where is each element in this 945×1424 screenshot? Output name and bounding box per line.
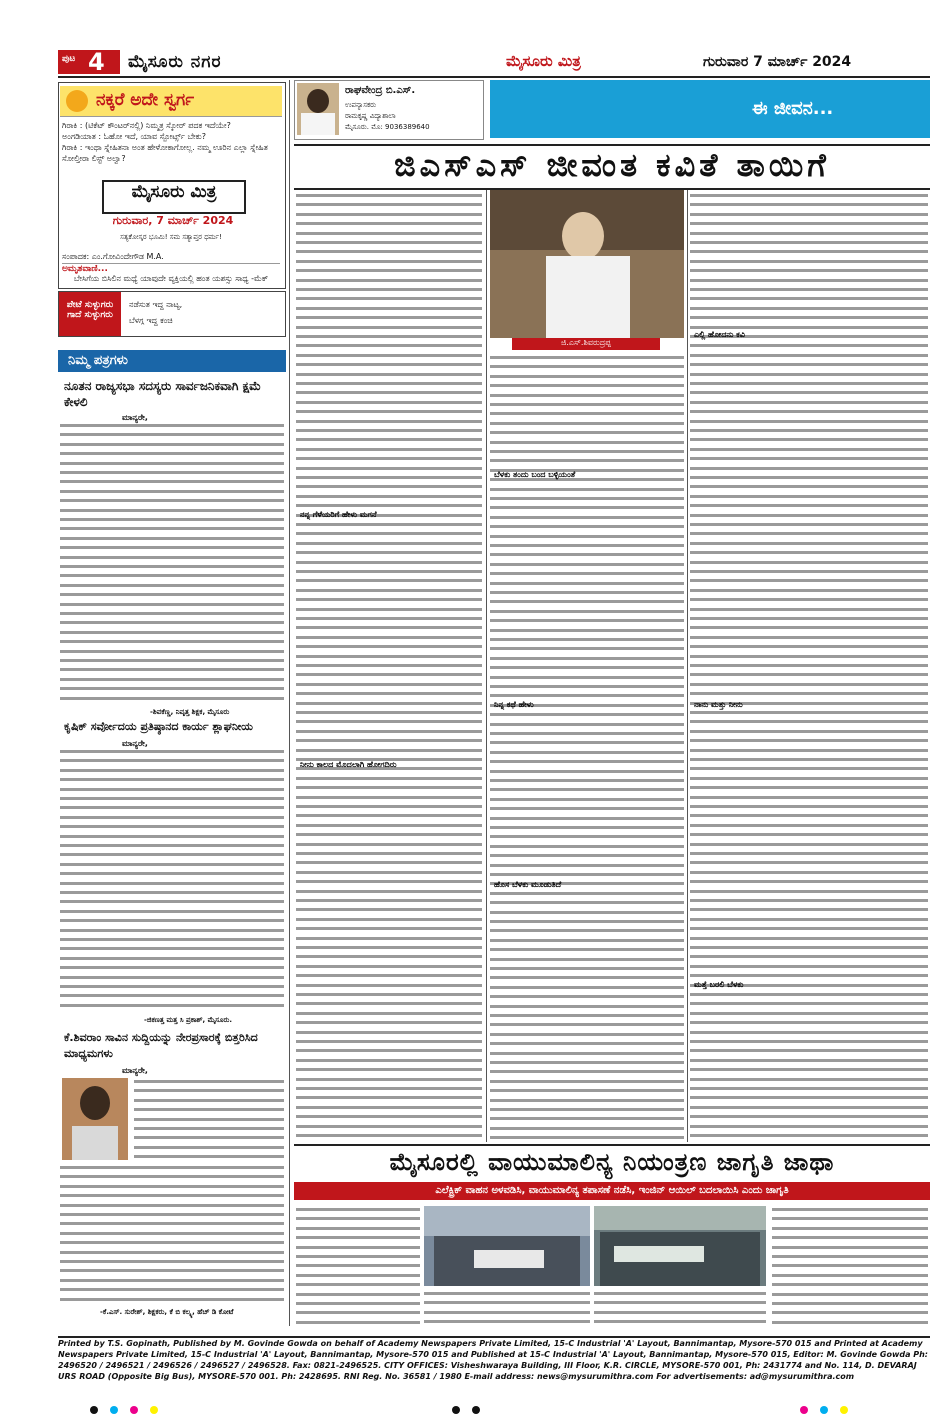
letter-body — [134, 1078, 284, 1162]
issue-date: ಗುರುವಾರ 7 ಮಾರ್ಚ್ 2024 — [703, 54, 852, 70]
section-title: ಮೈಸೂರು ನಗರ — [128, 52, 222, 72]
masthead-date: ಗುರುವಾರ, 7 ಮಾರ್ಚ್ 2024 — [112, 214, 234, 227]
rally-photo — [594, 1206, 766, 1286]
letter-signature: -ಕೆ.ಎಸ್. ಸುರೇಶ್, ಶಿಕ್ಷಕರು, ಕೆ ಬಿ ಕಲ್ಕ್ಯ, ಹೆಚ್ ಡಿ ಕೋಟೆ — [100, 1308, 234, 1316]
column-divider — [289, 80, 290, 1326]
page-label: ಪುಟ — [62, 54, 76, 64]
article-subhead: ಬೆಳಕು ತಂದು ಬಂದ ಬಳ್ಳಿಯಂತೆ — [494, 470, 576, 479]
bottom-subheadline: ಎಲೆಕ್ಟ್ರಿಕ್ ವಾಹನ ಅಳವಡಿಸಿ, ವಾಯುಮಾಲಿನ್ಯ ತಪಾಸಣೆ ನಡೆಸಿ, ಇಂಜಿನ್ ಆಯಿಲ್ ಬದಲಾಯಿಸಿ ಎಂದು ಜಾಗೃತಿ — [294, 1182, 930, 1200]
column-divider — [486, 190, 487, 1142]
author-org: ರಾಮಕೃಷ್ಣ ವಿದ್ಯಾಶಾಲಾ — [345, 112, 396, 120]
amrutha-vani-title: ಅಮೃತವಾಣಿ... — [62, 264, 108, 274]
column-banner — [490, 80, 930, 138]
article-photo — [490, 190, 684, 338]
story-rule — [294, 1144, 930, 1146]
letter-title: ನೂತನ ರಾಜ್ಯಸಭಾ ಸದಸ್ಯರು ಸಾರ್ವಜನಿಕವಾಗಿ ಕ್ಷಮೆ ಕೇಳಲಿ — [64, 379, 262, 409]
author-role: ಉಪನ್ಯಾಸಕರು — [345, 101, 377, 109]
sulugara-tag: ಪೇಟೆ ಸುಳ್ಳುಗರು ಗಾದೆ ಸುಳ್ಳುಗರು — [59, 292, 121, 336]
registration-mark — [820, 1406, 828, 1414]
joke-line: ಗಿರಾಕಿ : (ಟಿಕೆಟ್ ಕೌಂಟರ್‌ನಲ್ಲಿ) ನಿಮ್ಮತ್ರ ಸ್ಕೋರ್ ಪದಕ ಇದೆಯೇ? — [62, 121, 231, 130]
letter-title: ಕೃಷಿಕ್ ಸರ್ವೋದಯ ಪ್ರತಿಷ್ಠಾನದ ಕಾರ್ಯ ಶ್ಲಾಘನೀಯ — [64, 720, 253, 733]
letter-signature: -ಜಿಕಣತ್ತ ಮತ್ತ ಸಿ ಪ್ರಕಾಶ್, ಮೈಸೂರು. — [144, 1016, 233, 1024]
joke-line: ಗಿರಾಕಿ : ಇಂಥಾ ಸ್ನೇಹಿತನಾ ಅಂತ ಹೇಳೋಕಾಗೋಲ್ಲ. ನಮ್ಮ ಊರಿನ ಎಲ್ಲಾ ಸ್ನೇಹಿತ ಸೋಲ್ತೀರಾ ಲಿಸ್ಟ್ ಅಲ್ವಾ? — [62, 143, 268, 163]
article-subhead: ಮತ್ತೆ ಬರಲಿ ಬೆಳಕು — [694, 980, 744, 989]
letter-salutation: ಮಾನ್ಯರೇ, — [122, 1066, 148, 1075]
letter-signature: -ಶಿವಕೆಣ್ಣ, ನಿವೃತ್ತ ಶಿಕ್ಷಕ, ಮೈಸೂರು — [150, 708, 230, 716]
bottom-headline: ಮೈಸೂರಲ್ಲಿ ವಾಯುಮಾಲಿನ್ಯ ನಿಯಂತ್ರಣ ಜಾಗೃತಿ ಜಾಥಾ — [389, 1148, 835, 1176]
story-column — [772, 1206, 928, 1330]
author-name: ರಾಘವೇಂದ್ರ ಬಿ.ಎಸ್. — [345, 85, 416, 96]
article-subhead: ಎಲ್ಲಿ ಹೋದನು ಕವಿ — [694, 330, 745, 339]
article-subhead: ಹೊಸ ಬೆಳಕು ಮೂಡುತಿದೆ — [494, 880, 562, 889]
joke-box-title: ನಕ್ಕರೆ ಅದೇ ಸ್ವರ್ಗ — [96, 90, 195, 110]
masthead-logo: ಮೈಸೂರು ಮಿತ್ರ — [102, 180, 246, 214]
registration-mark — [90, 1406, 98, 1414]
column-divider — [687, 190, 688, 1142]
registration-mark — [472, 1406, 480, 1414]
article-subhead: ನಿನ್ನ ಕಥೆ ಹೇಳು — [494, 700, 534, 709]
letter-title: ಕೆ.ಶಿವರಾಂ ಸಾವಿನ ಸುದ್ದಿಯನ್ನು ನೇರಪ್ರಸಾರಕ್ಕೆ ಬಿತ್ತರಿಸಿದ ಮಾಧ್ಯಮಗಳು — [64, 1031, 258, 1060]
registration-mark — [452, 1406, 460, 1414]
page-number: 4 — [88, 48, 105, 76]
joke-box-header — [60, 86, 282, 117]
article-column — [296, 192, 482, 1142]
letter-writer-photo — [62, 1078, 128, 1160]
article-subhead: ನನ್ನ ಗೆಳೆಯರಿಗೆ ಹೇಳು ಮಗನೆ — [300, 510, 377, 519]
sulugara-line: ಬೆಳಗ್ಗ ಇದ್ದ ಕಂಚಿ — [129, 316, 173, 325]
photo-caption: ಜಿ.ಎಸ್.ಶಿವರುದ್ರಪ್ಪ — [512, 338, 660, 350]
letter-body — [60, 748, 284, 1016]
author-photo — [297, 83, 339, 135]
letter-salutation: ಮಾನ್ಯರೇ, — [122, 739, 148, 748]
masthead-subtitle: ಸತ್ಯಕೋಸ್ಕರ ಭೂಮಿ! ಸಮ ಸತ್ಯಾಪ್ತರ ಧರ್ಮ! — [120, 233, 222, 241]
registration-mark — [800, 1406, 808, 1414]
article-subhead: ನೀನು ಕಾಲದ ಮೊದಲಾಗಿ ಹೋಗದಿರು — [300, 760, 397, 769]
registration-mark — [840, 1406, 848, 1414]
amrutha-vani-text: ಬೇಸಿಗೆಯ ಬಿಸಿಲಿನ ಮಧ್ಯೆ ಯಾವುದೇ ವ್ಯಕ್ತಿಯಲ್ಲಿ ಹಂತ ಯಶಸ್ಸು ಸಾಧ್ಯ -ಮೆಕ್ — [73, 274, 269, 283]
registration-mark — [150, 1406, 158, 1414]
story-column — [296, 1206, 420, 1328]
sulugara-box — [58, 291, 286, 337]
letter-body — [60, 1164, 284, 1306]
joke-text — [62, 120, 280, 164]
column-name: ಈ ಜೀವನ... — [752, 98, 834, 119]
page-number-badge — [58, 50, 120, 74]
rally-photo — [424, 1206, 590, 1286]
registration-mark — [110, 1406, 118, 1414]
sulugara-line: ನಡೆಸುತ ಇದ್ದ ನಾಟ್ಯ, — [129, 300, 183, 309]
author-box — [294, 80, 484, 140]
masthead-editor: ಸಂಪಾದಕ: ಎಂ.ಗೋವಿಂದೇಗೌಡ M.A. — [62, 252, 164, 261]
letter-salutation: ಮಾನ್ಯರೇ, — [122, 413, 148, 422]
amrutha-vani — [62, 263, 280, 286]
registration-mark — [130, 1406, 138, 1414]
letter-body — [60, 422, 284, 708]
story-column — [594, 1290, 766, 1330]
author-phone: ಮೈಸೂರು. ಮೊ: 9036389640 — [345, 123, 430, 131]
story-column — [424, 1290, 590, 1330]
imprint-line: Printed by T.S. Gopinath, Published by M. Govinde Gowda on behalf of Academy Newspapers Private Limited, 15-C Industrial 'A' Layout, Bannimantap, Mysore-570 015 and Printed at Academy Newspapers Private Limited, 15-C Industrial 'A' Layout, Bannimantap, Mysore-570 015 and Published at 15-C Industrial 'A' Layout, Bannimantap, Mysore-570 015, Editor: M. Govinde Gowda Ph: 2496520 / 2496521 / 2496526 / 2496527 / 2496528. Fax: 0821-2496525. CITY OFFICES: Visheshwaraya Building, III Floor, K.R. CIRCLE, MYSORE-570 001, Ph: 2431774 and No. 114, D. DEVARAJ URS ROAD (Opposite Big Bus), MYSORE-570 001. Ph: 2428695. RNI Reg. No. 36581 / 1980 E-mail address: news@mysurumithra.com For advertisements: ad@mysurumithra.com — [58, 1336, 930, 1398]
joke-line: ಅಂಗಡಿಯಾತ : ಓಹೋ ಇದೆ, ಯಾವ ಸ್ಪೋರ್ಟ್ಸ್ ಬೇಕು? — [62, 132, 206, 141]
article-subhead: ನಾನು ಮತ್ತು ನೀನು — [694, 700, 743, 709]
letters-heading: ನಿಮ್ಮ ಪತ್ರಗಳು — [58, 350, 286, 372]
laughing-face-icon — [66, 90, 88, 112]
paper-name: ಮೈಸೂರು ಮಿತ್ರ — [506, 52, 581, 70]
main-headline: ಜಿಎಸ್‌ಎಸ್ ಜೀವಂತ ಕವಿತೆ ತಾಯಿಗೆ — [294, 144, 930, 190]
